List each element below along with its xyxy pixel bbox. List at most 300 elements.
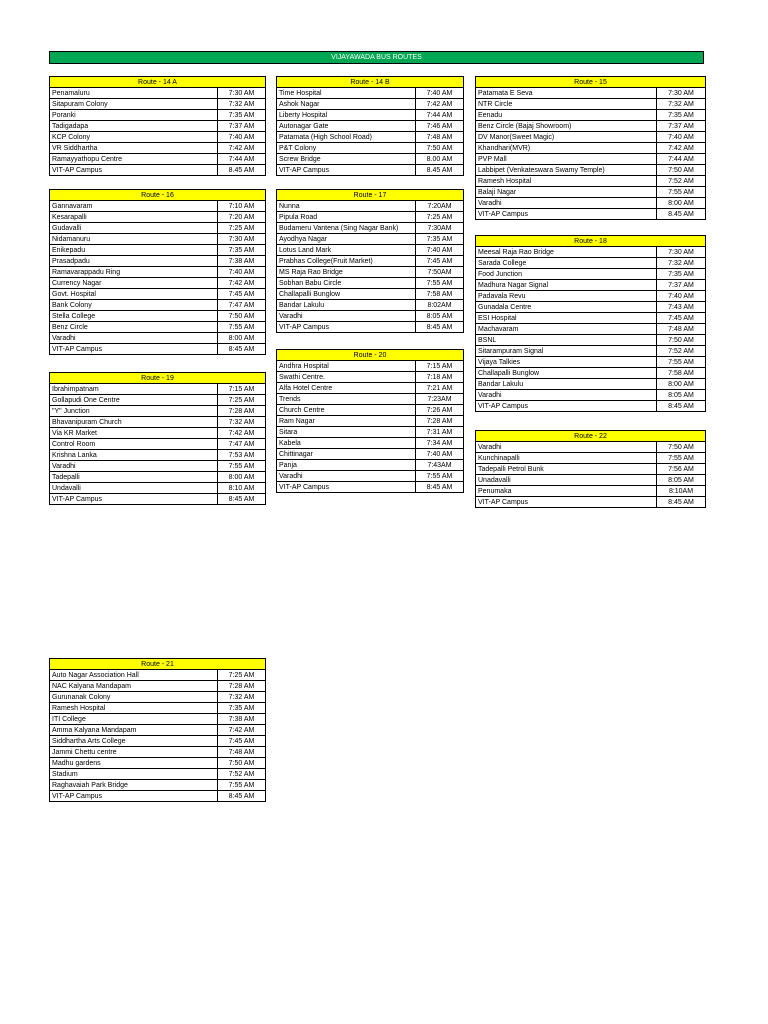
route-header-row xyxy=(50,190,266,201)
stop-name: Varadhi xyxy=(277,471,416,482)
stop-time: 7:25 AM xyxy=(218,223,266,234)
table-row xyxy=(50,223,266,234)
table-row xyxy=(50,736,266,747)
table-row xyxy=(476,335,706,346)
stop-time: 7:23AM xyxy=(416,394,464,405)
stop-name: Madhura Nagar Signal xyxy=(476,280,657,291)
stop-name: Sitara xyxy=(277,427,416,438)
stop-name: NAC Kalyana Mandapam xyxy=(50,681,218,692)
stop-name: Govt. Hospital xyxy=(50,289,218,300)
table-row xyxy=(50,461,266,472)
stop-name: VIT-AP Campus xyxy=(476,401,657,412)
table-row xyxy=(277,471,464,482)
table-row xyxy=(476,357,706,368)
stop-time: 7:25 AM xyxy=(218,670,266,681)
stop-time: 8:02AM xyxy=(416,300,464,311)
route-table-19 xyxy=(49,372,266,505)
stop-time: 7:58 AM xyxy=(657,368,706,379)
stop-time: 8:45 AM xyxy=(218,494,266,505)
stop-name: Bandar Lakulu xyxy=(277,300,416,311)
stop-time: 7:40 AM xyxy=(416,88,464,99)
table-row xyxy=(50,121,266,132)
stop-name: Ramavarappadu Ring xyxy=(50,267,218,278)
stop-time: 7:20 AM xyxy=(218,212,266,223)
table-row xyxy=(277,154,464,165)
stop-time: 7:25 AM xyxy=(416,212,464,223)
stop-name: Balaji Nagar xyxy=(476,187,657,198)
route-header: Route - 17 xyxy=(277,190,464,201)
stop-time: 8:45 AM xyxy=(218,344,266,355)
stop-name: Labbipet (Venkateswara Swamy Temple) xyxy=(476,165,657,176)
route-header: Route - 18 xyxy=(476,236,706,247)
stop-time: 7:32 AM xyxy=(657,258,706,269)
stop-time: 7:56 AM xyxy=(657,464,706,475)
stop-name: Bhavanipuram Church xyxy=(50,417,218,428)
stop-name: Chittinagar xyxy=(277,449,416,460)
stop-time: 7:28 AM xyxy=(218,681,266,692)
route-header: Route - 21 xyxy=(50,659,266,670)
stop-name: Ayodhya Nagar xyxy=(277,234,416,245)
table-row xyxy=(50,311,266,322)
stop-name: Gollapudi One Centre xyxy=(50,395,218,406)
table-row xyxy=(476,346,706,357)
table-row xyxy=(476,379,706,390)
table-row xyxy=(50,143,266,154)
stop-time: 8:00 AM xyxy=(218,472,266,483)
stop-time: 7:55 AM xyxy=(218,322,266,333)
table-row xyxy=(50,99,266,110)
stop-name: Sarada College xyxy=(476,258,657,269)
stop-name: NTR Circle xyxy=(476,99,657,110)
table-row xyxy=(50,670,266,681)
table-row xyxy=(50,692,266,703)
stop-name: VIT-AP Campus xyxy=(277,482,416,493)
stop-time: 7:52 AM xyxy=(218,769,266,780)
table-row xyxy=(476,464,706,475)
stop-time: 7:32 AM xyxy=(218,692,266,703)
stop-name: Trends xyxy=(277,394,416,405)
route-header: Route - 16 xyxy=(50,190,266,201)
route-table-20 xyxy=(276,349,464,493)
stop-time: 7:50 AM xyxy=(657,442,706,453)
stop-name: Control Room xyxy=(50,439,218,450)
stop-name: Nidamanuru xyxy=(50,234,218,245)
stop-time: 7:42 AM xyxy=(218,278,266,289)
stop-name: MS Raja Rao Bridge xyxy=(277,267,416,278)
stop-time: 8:05 AM xyxy=(657,475,706,486)
stop-time: 7:40 AM xyxy=(657,291,706,302)
table-row xyxy=(50,703,266,714)
stop-name: Enikepadu xyxy=(50,245,218,256)
table-row xyxy=(277,110,464,121)
stop-name: KCP Colony xyxy=(50,132,218,143)
table-row xyxy=(476,269,706,280)
table-row xyxy=(277,361,464,372)
stop-time: 7:50 AM xyxy=(416,143,464,154)
table-row xyxy=(277,212,464,223)
stop-time: 7:15 AM xyxy=(218,384,266,395)
stop-name: Poranki xyxy=(50,110,218,121)
stop-time: 7:30 AM xyxy=(657,88,706,99)
stop-name: Varadhi xyxy=(476,442,657,453)
table-row xyxy=(277,289,464,300)
table-row xyxy=(476,110,706,121)
stop-time: 7:26 AM xyxy=(416,405,464,416)
stop-name: "Y" Junction xyxy=(50,406,218,417)
table-row xyxy=(277,372,464,383)
route-table-14b xyxy=(276,76,464,176)
table-row xyxy=(277,427,464,438)
stop-time: 7:58 AM xyxy=(416,289,464,300)
stop-time: 7:38 AM xyxy=(218,714,266,725)
route-header: Route - 20 xyxy=(277,350,464,361)
table-row xyxy=(50,165,266,176)
stop-name: Ashok Nagar xyxy=(277,99,416,110)
stop-name: Undavalli xyxy=(50,483,218,494)
stop-name: BSNL xyxy=(476,335,657,346)
stop-name: Gunadala Centre xyxy=(476,302,657,313)
table-row xyxy=(277,322,464,333)
stop-name: Liberty Hospital xyxy=(277,110,416,121)
table-row xyxy=(50,289,266,300)
table-row xyxy=(277,201,464,212)
table-row xyxy=(277,311,464,322)
table-row xyxy=(476,209,706,220)
table-row xyxy=(476,368,706,379)
stop-time: 8:45 AM xyxy=(416,322,464,333)
stop-name: Tadepalli xyxy=(50,472,218,483)
stop-name: Currency Nagar xyxy=(50,278,218,289)
stop-time: 7:38 AM xyxy=(218,256,266,267)
stop-time: 7:35 AM xyxy=(657,269,706,280)
table-row xyxy=(50,714,266,725)
stop-time: 7:50 AM xyxy=(218,311,266,322)
stop-time: 7:35 AM xyxy=(416,234,464,245)
stop-time: 7:50 AM xyxy=(218,758,266,769)
route-header-row xyxy=(50,77,266,88)
table-row xyxy=(277,99,464,110)
table-row xyxy=(277,143,464,154)
table-row xyxy=(50,201,266,212)
stop-name: Gannavaram xyxy=(50,201,218,212)
stop-name: Varadhi xyxy=(277,311,416,322)
stop-name: Sobhan Babu Circle xyxy=(277,278,416,289)
stop-time: 7:42 AM xyxy=(416,99,464,110)
stop-name: Kunchinapalli xyxy=(476,453,657,464)
stop-name: VIT-AP Campus xyxy=(50,344,218,355)
stop-name: Pipula Road xyxy=(277,212,416,223)
table-row xyxy=(50,212,266,223)
stop-name: Machavaram xyxy=(476,324,657,335)
stop-time: 7:37 AM xyxy=(218,121,266,132)
page-title: VIJAYAWADA BUS ROUTES xyxy=(49,51,704,64)
table-row xyxy=(50,494,266,505)
stop-time: 7:45 AM xyxy=(218,289,266,300)
stop-name: P&T Colony xyxy=(277,143,416,154)
route-header: Route - 15 xyxy=(476,77,706,88)
table-row xyxy=(50,132,266,143)
stop-name: Penamaluru xyxy=(50,88,218,99)
stop-time: 7:44 AM xyxy=(416,110,464,121)
stop-time: 7:47 AM xyxy=(218,439,266,450)
stop-name: Ram Nagar xyxy=(277,416,416,427)
table-row xyxy=(277,383,464,394)
stop-time: 7:32 AM xyxy=(218,417,266,428)
stop-name: VIT-AP Campus xyxy=(50,494,218,505)
table-row xyxy=(50,267,266,278)
table-row xyxy=(277,449,464,460)
stop-name: Benz Circle xyxy=(50,322,218,333)
route-table-21 xyxy=(49,658,266,802)
stop-time: 8:10 AM xyxy=(218,483,266,494)
table-row xyxy=(50,110,266,121)
table-row xyxy=(50,747,266,758)
table-row xyxy=(50,417,266,428)
table-row xyxy=(277,416,464,427)
stop-time: 7:45 AM xyxy=(657,313,706,324)
stop-name: Tadigadapa xyxy=(50,121,218,132)
stop-time: 7:37 AM xyxy=(657,280,706,291)
table-row xyxy=(476,88,706,99)
stop-time: 7:21 AM xyxy=(416,383,464,394)
stop-time: 8:45 AM xyxy=(657,497,706,508)
stop-name: PVP Mall xyxy=(476,154,657,165)
stop-name: Krishna Lanka xyxy=(50,450,218,461)
table-row xyxy=(277,121,464,132)
stop-time: 7:32 AM xyxy=(218,99,266,110)
stop-time: 7:40 AM xyxy=(416,449,464,460)
stop-time: 7:55 AM xyxy=(416,471,464,482)
stop-time: 7:32 AM xyxy=(657,99,706,110)
table-row xyxy=(277,234,464,245)
stop-name: Padavala Revu xyxy=(476,291,657,302)
stop-time: 8:05 AM xyxy=(657,390,706,401)
stop-time: 8:00 AM xyxy=(218,333,266,344)
stop-name: VIT-AP Campus xyxy=(277,165,416,176)
table-row xyxy=(277,223,464,234)
table-row xyxy=(50,428,266,439)
stop-time: 7:50 AM xyxy=(657,165,706,176)
stop-name: Prasadpadu xyxy=(50,256,218,267)
stop-time: 8.45 AM xyxy=(657,209,706,220)
table-row xyxy=(50,322,266,333)
table-row xyxy=(476,313,706,324)
stop-time: 7:48 AM xyxy=(218,747,266,758)
stop-name: Food Junction xyxy=(476,269,657,280)
stop-name: ESI Hospital xyxy=(476,313,657,324)
route-table-16 xyxy=(49,189,266,355)
stop-name: Challapalli Bunglow xyxy=(277,289,416,300)
stop-time: 7:52 AM xyxy=(657,176,706,187)
route-header-row xyxy=(476,77,706,88)
table-row xyxy=(476,247,706,258)
stop-time: 7:40 AM xyxy=(657,132,706,143)
stop-name: VIT-AP Campus xyxy=(50,165,218,176)
table-row xyxy=(50,472,266,483)
table-row xyxy=(50,439,266,450)
stop-name: Unadavalli xyxy=(476,475,657,486)
stop-time: 7:48 AM xyxy=(657,324,706,335)
stop-time: 7:55 AM xyxy=(657,453,706,464)
table-row xyxy=(50,88,266,99)
table-row xyxy=(476,165,706,176)
stop-time: 8:45 AM xyxy=(416,482,464,493)
table-row xyxy=(50,278,266,289)
stop-time: 8.45 AM xyxy=(416,165,464,176)
route-header-row xyxy=(476,236,706,247)
stop-name: Benz Circle (Bajaj Showroom) xyxy=(476,121,657,132)
stop-name: Swathi Centre. xyxy=(277,372,416,383)
route-table-17 xyxy=(276,189,464,333)
stop-time: 7:40 AM xyxy=(218,132,266,143)
stop-name: Autonagar Gate xyxy=(277,121,416,132)
table-row xyxy=(476,324,706,335)
table-row xyxy=(476,132,706,143)
stop-name: Varadhi xyxy=(50,333,218,344)
stop-time: 7:55 AM xyxy=(657,187,706,198)
stop-name: Challapalli Bunglow xyxy=(476,368,657,379)
table-row xyxy=(50,791,266,802)
route-header: Route - 22 xyxy=(476,431,706,442)
stop-time: 8:05 AM xyxy=(416,311,464,322)
stop-time: 7:46 AM xyxy=(416,121,464,132)
stop-time: 8:10AM xyxy=(657,486,706,497)
table-row xyxy=(476,187,706,198)
route-header: Route - 19 xyxy=(50,373,266,384)
table-row xyxy=(476,442,706,453)
table-row xyxy=(476,258,706,269)
table-row xyxy=(476,302,706,313)
stop-time: 7:31 AM xyxy=(416,427,464,438)
route-header: Route - 14 B xyxy=(277,77,464,88)
stop-name: VIT-AP Campus xyxy=(476,497,657,508)
route-header-row xyxy=(277,190,464,201)
route-header-row xyxy=(277,350,464,361)
table-row xyxy=(476,154,706,165)
route-header-row xyxy=(277,77,464,88)
table-row xyxy=(50,769,266,780)
table-row xyxy=(277,278,464,289)
stop-time: 7:48 AM xyxy=(416,132,464,143)
stop-time: 7:50 AM xyxy=(657,335,706,346)
stop-name: Raghavaiah Park Bridge xyxy=(50,780,218,791)
table-row xyxy=(50,300,266,311)
table-row xyxy=(476,198,706,209)
stop-time: 7:30AM xyxy=(416,223,464,234)
table-row xyxy=(277,482,464,493)
route-table-18 xyxy=(475,235,706,412)
table-row xyxy=(50,450,266,461)
stop-name: Sitarampuram Signal xyxy=(476,346,657,357)
stop-name: VR Siddhartha xyxy=(50,143,218,154)
stop-time: 7:20AM xyxy=(416,201,464,212)
stop-name: Budameru Vantena (Sing Nagar Bank) xyxy=(277,223,416,234)
stop-time: 7:34 AM xyxy=(416,438,464,449)
stop-time: 7:55 AM xyxy=(218,461,266,472)
stop-time: 8:45 AM xyxy=(657,401,706,412)
table-row xyxy=(277,300,464,311)
stop-name: Lotus Land Mark xyxy=(277,245,416,256)
table-row xyxy=(50,725,266,736)
table-row xyxy=(50,406,266,417)
table-row xyxy=(277,267,464,278)
stop-name: Eenadu xyxy=(476,110,657,121)
table-row xyxy=(50,245,266,256)
route-table-14a xyxy=(49,76,266,176)
stop-time: 7:35 AM xyxy=(218,703,266,714)
stop-name: Kesarapalli xyxy=(50,212,218,223)
stop-name: Ibrahimpatnam xyxy=(50,384,218,395)
route-table-22 xyxy=(475,430,706,508)
stop-time: 7:40 AM xyxy=(218,267,266,278)
stop-name: Siddhartha Arts College xyxy=(50,736,218,747)
table-row xyxy=(476,453,706,464)
stop-name: Church Centre xyxy=(277,405,416,416)
stop-name: Auto Nagar Association Hall xyxy=(50,670,218,681)
table-row xyxy=(50,384,266,395)
stop-name: Andhra Hospital xyxy=(277,361,416,372)
stop-name: Nunna xyxy=(277,201,416,212)
stop-name: DV Manor(Sweet Magic) xyxy=(476,132,657,143)
table-row xyxy=(476,401,706,412)
table-row xyxy=(476,497,706,508)
route-table-15 xyxy=(475,76,706,220)
stop-name: Prabhas College(Fruit Market) xyxy=(277,256,416,267)
stop-time: 7:45 AM xyxy=(218,736,266,747)
stop-name: Sitapuram Colony xyxy=(50,99,218,110)
table-row xyxy=(277,88,464,99)
stop-name: Time Hospital xyxy=(277,88,416,99)
table-row xyxy=(476,176,706,187)
table-row xyxy=(50,483,266,494)
stop-name: Screw Bridge xyxy=(277,154,416,165)
table-row xyxy=(277,438,464,449)
table-row xyxy=(277,245,464,256)
stop-time: 7:52 AM xyxy=(657,346,706,357)
table-row xyxy=(50,234,266,245)
table-row xyxy=(50,333,266,344)
stop-name: Gurunanak Colony xyxy=(50,692,218,703)
stop-time: 7:35 AM xyxy=(218,110,266,121)
table-row xyxy=(277,394,464,405)
stop-name: Panja xyxy=(277,460,416,471)
stop-name: Bank Colony xyxy=(50,300,218,311)
stop-time: 7:47 AM xyxy=(218,300,266,311)
stop-name: ITI College xyxy=(50,714,218,725)
table-row xyxy=(476,143,706,154)
table-row xyxy=(476,475,706,486)
route-header-row xyxy=(50,659,266,670)
stop-time: 7:44 AM xyxy=(657,154,706,165)
stop-name: Stadium xyxy=(50,769,218,780)
stop-name: VIT-AP Campus xyxy=(476,209,657,220)
stop-name: Ramesh Hospital xyxy=(476,176,657,187)
table-row xyxy=(277,256,464,267)
table-row xyxy=(277,165,464,176)
stop-name: Khandhari(MVR) xyxy=(476,143,657,154)
stop-time: 8:00 AM xyxy=(657,198,706,209)
stop-name: VIT-AP Campus xyxy=(277,322,416,333)
stop-time: 8:45 AM xyxy=(218,791,266,802)
stop-name: Varadhi xyxy=(476,198,657,209)
stop-name: Alfa Hotel Centre xyxy=(277,383,416,394)
stop-name: Bandar Lakulu xyxy=(476,379,657,390)
stop-time: 7:35 AM xyxy=(218,245,266,256)
route-header-row xyxy=(50,373,266,384)
stop-time: 7:18 AM xyxy=(416,372,464,383)
stop-time: 7:43 AM xyxy=(657,302,706,313)
stop-name: Kabela xyxy=(277,438,416,449)
